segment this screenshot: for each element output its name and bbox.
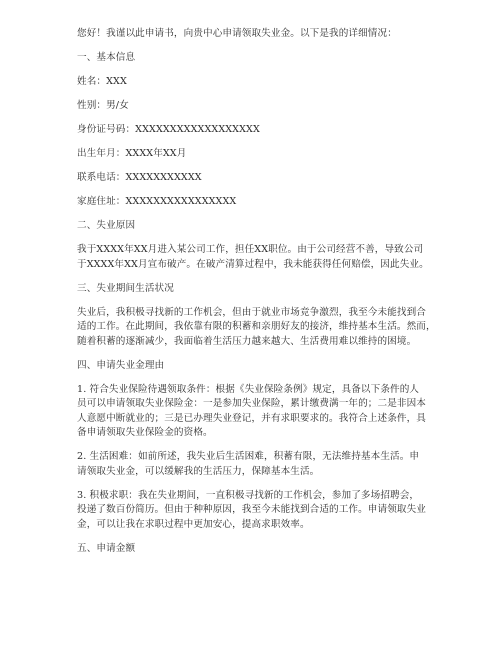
paragraph-line: 金，可以让我在求职过程中更加安心，提高求职效率。 (77, 518, 310, 530)
paragraph-line: 失业后，我积极寻找新的工作机会，但由于就业市场竞争激烈，我至今未能找到合 (77, 306, 426, 318)
paragraph-line: 1. 符合失业保险待遇领取条件：根据《失业保险条例》规定，具备以下条件的人 (77, 383, 420, 395)
greeting-line: 您好！我谨以此申请书，向贵中心申请领取失业金。以下是我的详细情况： (77, 28, 397, 39)
paragraph-line: 投递了数百份简历。但由于种种原因，我至今未能找到合适的工作。申请领取失业 (77, 504, 426, 515)
section-heading-basic-info: 一、基本信息 (77, 52, 136, 63)
paragraph-line: 随着积蓄的逐渐减少，我面临着生活压力越来越大、生活费用难以维持的困境。 (77, 335, 417, 347)
address-field: 家庭住址：XXXXXXXXXXXXXXXX (77, 196, 237, 207)
paragraph-line: 备申请领取失业保险金的资格。 (77, 427, 213, 438)
reason-item-1 (77, 383, 429, 441)
reason-paragraph (77, 243, 429, 272)
paragraph-line: 人意愿中断就业的；三是已办理失业登记，并有求职要求的。我符合上述条件，具 (77, 412, 426, 424)
name-field: 姓名：XXX (77, 76, 127, 87)
living-situation-paragraph (77, 306, 436, 350)
paragraph-line: 请领取失业金，可以缓解我的生活压力，保障基本生活。 (77, 465, 320, 477)
section-heading-application-reasons: 四、申请失业金理由 (77, 359, 165, 371)
section-heading-unemployment-reason: 二、失业原因 (77, 220, 136, 231)
phone-field: 联系电话：XXXXXXXXXXX (77, 172, 202, 183)
paragraph-line: 3. 积极求职：我在失业期间，一直积极寻找新的工作机会，参加了多场招聘会， (77, 489, 420, 501)
paragraph-line: 2. 生活困难：如前所述，我失业后生活困难，积蓄有限，无法维持基本生活。申 (77, 451, 420, 462)
paragraph-line: 于XXXX年XX月宣布破产。在破产清算过程中，我未能获得任何赔偿，因此失业。 (77, 258, 429, 270)
reason-item-2 (77, 450, 429, 479)
gender-field: 性别：男/女 (77, 100, 129, 111)
id-number-field: 身份证号码：XXXXXXXXXXXXXXXXXX (77, 124, 260, 135)
section-heading-application-amount: 五、申请金额 (77, 542, 136, 554)
paragraph-line: 员可以申请领取失业保险金：一是参加失业保险，累计缴费满一年的；二是非因本 (77, 398, 426, 409)
birth-field: 出生年月：XXXX年XX月 (77, 148, 187, 159)
application-letter (77, 27, 436, 556)
paragraph-line: 我于XXXX年XX月进入某公司工作，担任XX职位。由于公司经营不善，导致公司 (77, 244, 424, 255)
reason-item-3 (77, 489, 429, 533)
paragraph-line: 适的工作。在此期间，我依靠有限的积蓄和亲朋好友的接济，维持基本生活。然而， (77, 321, 436, 332)
section-heading-living-situation: 三、失业期间生活状况 (77, 282, 174, 294)
